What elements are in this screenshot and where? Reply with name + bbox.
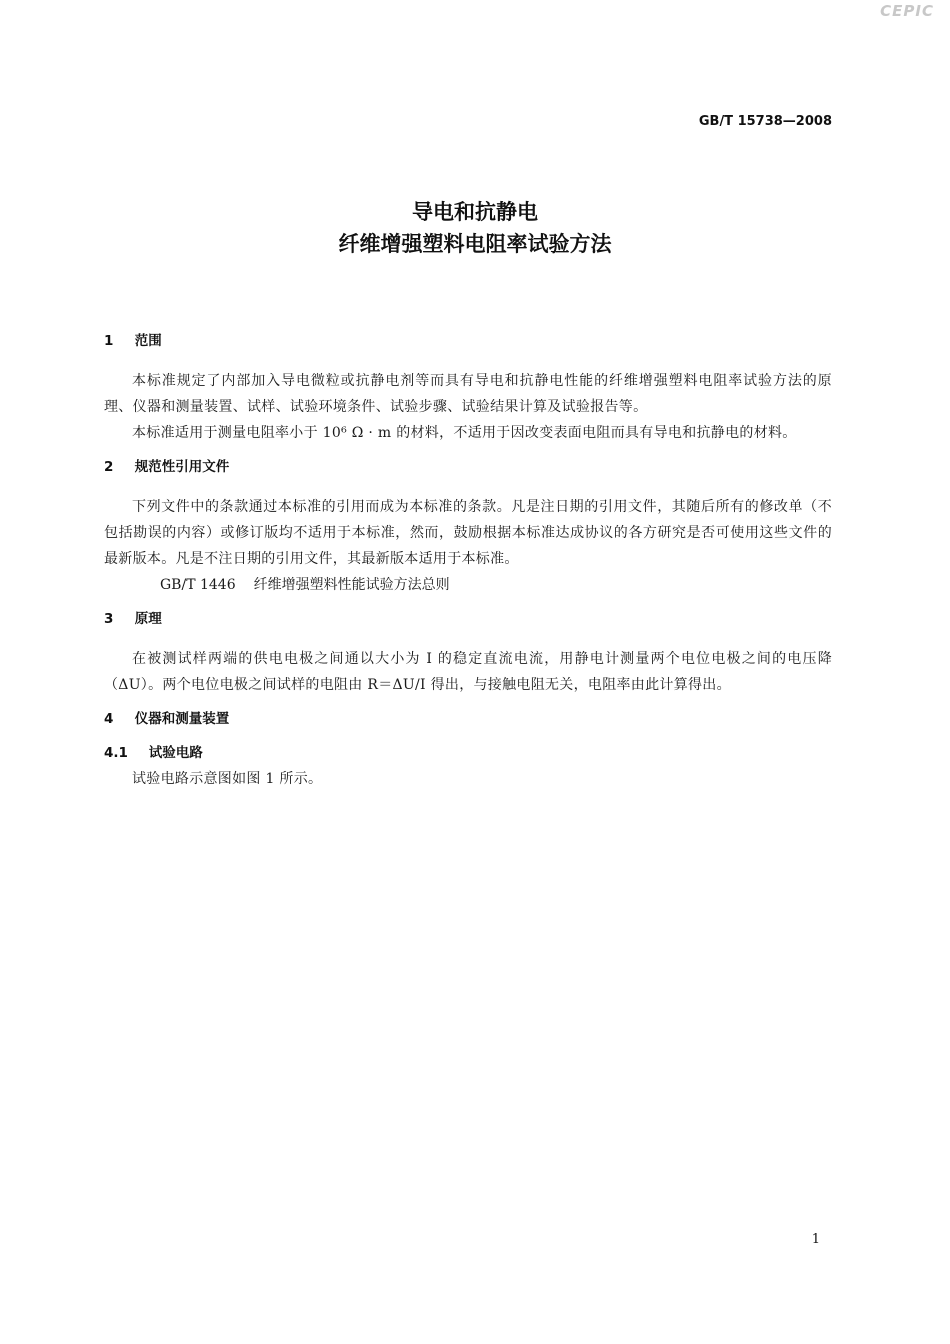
page-number: 1	[811, 1232, 820, 1247]
subsection-4-1-title: 试验电路	[148, 745, 203, 761]
reference-title: 纤维增强塑料性能试验方法总则	[253, 577, 450, 593]
section-1-heading	[104, 328, 832, 354]
section-4-heading	[104, 706, 832, 732]
section-2-heading	[104, 454, 832, 480]
section-2-paragraph-1: 下列文件中的条款通过本标准的引用而成为本标准的条款。凡是注日期的引用文件，其随后所有的修改单（不包括勘误的内容）或修订版均不适用于本标准，然而，鼓励根据本标准达成协议的各方研究是否可使用这些文件的最新版本。凡是不注日期的引用文件，其最新版本适用于本标准。	[104, 499, 832, 567]
subsection-4-1-number: 4.1	[104, 745, 128, 761]
watermark-logo: CEPIC	[880, 2, 934, 20]
title-line-2: 纤维增强塑料电阻率试验方法	[338, 232, 612, 256]
section-2-number: 2	[104, 459, 114, 475]
reference-code: GB/T 1446	[160, 577, 236, 593]
subsection-4-1-heading	[104, 740, 832, 766]
document-title	[0, 196, 950, 260]
section-1-number: 1	[104, 333, 114, 349]
section-3-heading	[104, 606, 832, 632]
section-4-title: 仪器和测量装置	[134, 711, 230, 727]
normative-reference-item	[104, 572, 832, 598]
section-2-title: 规范性引用文件	[134, 459, 230, 475]
section-4-number: 4	[104, 711, 114, 727]
section-3-number: 3	[104, 611, 114, 627]
subsection-4-1-paragraph-1: 试验电路示意图如图 1 所示。	[132, 771, 323, 787]
section-3-title: 原理	[134, 611, 162, 627]
section-1-title: 范围	[134, 333, 162, 349]
section-3-paragraph-1: 在被测试样两端的供电电极之间通以大小为 I 的稳定直流电流，用静电计测量两个电位电极之间的电压降（ΔU）。两个电位电极之间试样的电阻由 R＝ΔU/I 得出，与接触电阻无关，电阻率由此计算得出。	[104, 651, 832, 693]
document-body	[104, 328, 832, 792]
title-line-1: 导电和抗静电	[412, 200, 538, 224]
section-1-paragraph-2: 本标准适用于测量电阻率小于 10⁶ Ω · m 的材料，不适用于因改变表面电阻而具有导电和抗静电的材料。	[132, 425, 797, 441]
section-1-paragraph-1: 本标准规定了内部加入导电微粒或抗静电剂等而具有导电和抗静电性能的纤维增强塑料电阻率试验方法的原理、仪器和测量装置、试样、试验环境条件、试验步骤、试验结果计算及试验报告等。	[104, 373, 832, 415]
standard-code: GB/T 15738—2008	[698, 114, 832, 129]
